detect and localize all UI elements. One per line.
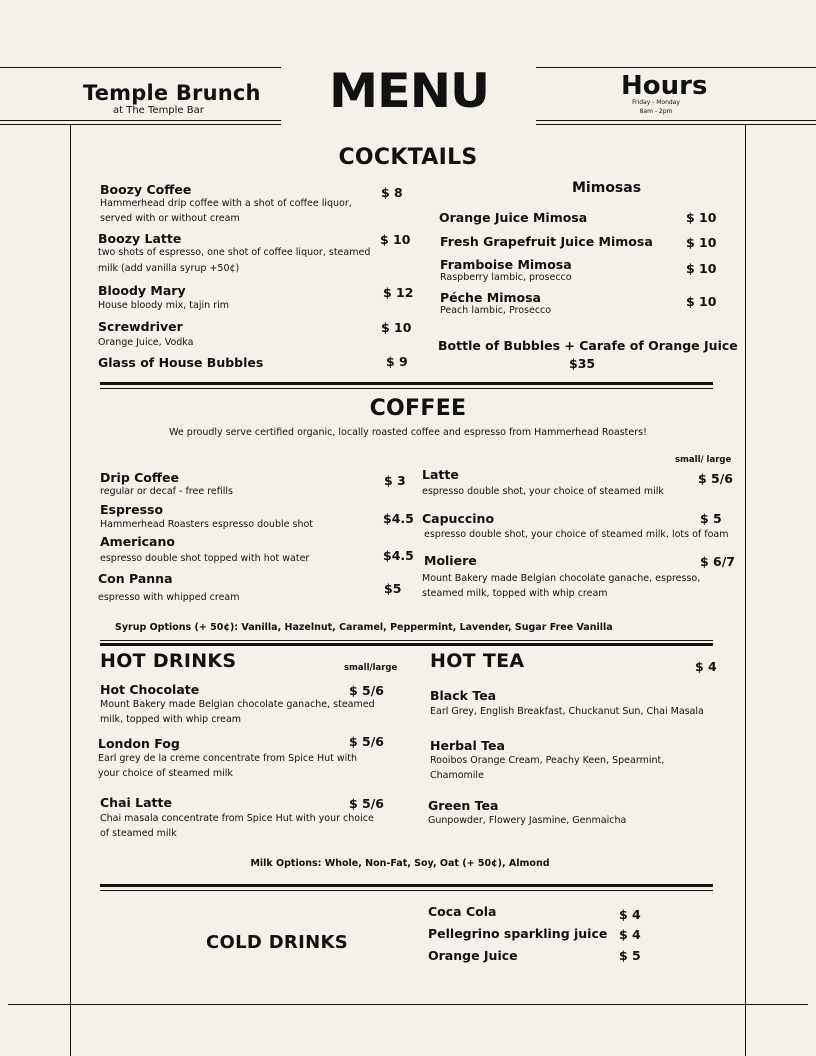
list-item-price: $ 5/6	[698, 471, 734, 486]
list-item-price: $ 3	[384, 473, 406, 488]
frame-left-rule	[70, 124, 71, 1056]
list-item-desc: regular or decaf - free refills	[100, 486, 233, 497]
section-divider-thin	[100, 388, 713, 389]
list-item-desc: Earl Grey, English Breakfast, Chuckanut Sun, Chai Masala	[430, 706, 704, 717]
section-divider-thin	[100, 640, 713, 641]
list-item-desc: served with or without cream	[100, 213, 240, 224]
list-item-desc: Mount Bakery made Belgian chocolate ganache, steamed	[100, 699, 375, 710]
list-item-name: Capuccino	[422, 511, 495, 526]
hot-tea-heading: HOT TEA	[430, 650, 525, 672]
list-item-name: Hot Chocolate	[100, 682, 200, 697]
list-item-name: Glass of House Bubbles	[98, 355, 264, 370]
list-item-name: Chai Latte	[100, 795, 172, 810]
hours-title: Hours	[621, 71, 708, 101]
list-item-desc: Rooibos Orange Cream, Peachy Keen, Spearmint,	[430, 755, 665, 766]
list-item-name: Péche Mimosa	[440, 290, 541, 305]
brand-subtitle: at The Temple Bar	[113, 105, 204, 116]
list-item-desc: Raspberry lambic, prosecco	[440, 272, 572, 283]
list-item-price: $ 5	[619, 948, 641, 963]
list-item-name: Latte	[422, 467, 459, 482]
brand-title: Temple Brunch	[83, 81, 261, 105]
section-divider	[100, 643, 713, 646]
list-item-desc: House bloody mix, tajin rim	[98, 300, 229, 311]
list-item-price: $ 5/6	[349, 683, 385, 698]
list-item-price: $ 10	[686, 210, 717, 225]
hot-drinks-size-note: small/large	[344, 663, 398, 673]
header-right-top-rule	[536, 67, 816, 68]
list-item-price: $ 5/6	[349, 734, 385, 749]
list-item-name: Fresh Grapefruit Juice Mimosa	[440, 234, 653, 249]
list-item-name: Americano	[100, 534, 175, 549]
milk-note: Milk Options: Whole, Non-Fat, Soy, Oat (+ 50¢), Almond	[250, 858, 550, 869]
list-item-name: Con Panna	[98, 571, 173, 586]
section-divider	[100, 382, 713, 385]
list-item-price: $ 5	[700, 511, 722, 526]
coffee-heading: COFFEE	[369, 396, 467, 421]
list-item-desc: Chai masala concentrate from Spice Hut with your choice	[100, 813, 374, 824]
list-item-price: $ 10	[686, 235, 717, 250]
hours-days: Friday - Monday	[632, 99, 680, 106]
list-item-desc: Chamomile	[430, 770, 484, 781]
list-item-desc: espresso with whipped cream	[98, 592, 240, 603]
mimosas-heading: Mimosas	[572, 180, 642, 196]
list-item-name: Orange Juice Mimosa	[439, 210, 588, 225]
list-item-desc: Mount Bakery made Belgian chocolate ganache, espresso,	[422, 573, 701, 584]
list-item-desc: Earl grey de la creme concentrate from Spice Hut with	[98, 753, 358, 764]
list-item-price: $ 12	[383, 285, 414, 300]
list-item-desc: Hammerhead Roasters espresso double shot	[100, 519, 313, 530]
list-item-desc: milk, topped with whip cream	[100, 714, 242, 725]
header-right-bottom-rule-2	[536, 124, 816, 125]
list-item-price: $ 8	[381, 185, 403, 200]
list-item-desc: of steamed milk	[100, 828, 177, 839]
list-item-desc: espresso double shot, your choice of steamed milk, lots of foam	[424, 529, 729, 540]
list-item-name: Green Tea	[428, 798, 499, 813]
section-divider-thin	[100, 890, 713, 891]
list-item-price: $ 4	[619, 927, 641, 942]
list-item-desc: espresso double shot topped with hot water	[100, 553, 310, 564]
syrup-note: Syrup Options (+ 50¢): Vanilla, Hazelnut, Caramel, Peppermint, Lavender, Sugar Free Vanilla	[115, 622, 613, 633]
list-item-price: $5	[384, 581, 402, 596]
list-item-desc: Orange Juice, Vodka	[98, 337, 194, 348]
list-item-desc: steamed milk, topped with whip cream	[422, 588, 608, 599]
carafe-name: Bottle of Bubbles + Carafe of Orange Juice	[438, 338, 738, 353]
list-item-desc: Peach lambic, Prosecco	[440, 305, 552, 316]
list-item-name: Herbal Tea	[430, 738, 505, 753]
header-left-top-rule	[0, 67, 281, 68]
hot-drinks-heading: HOT DRINKS	[100, 650, 237, 672]
section-divider	[100, 884, 713, 887]
list-item-name: London Fog	[98, 736, 180, 751]
menu-title: MENU	[329, 64, 490, 119]
list-item-name: Orange Juice	[428, 948, 518, 963]
footer-rule	[8, 1004, 808, 1005]
header-right-bottom-rule	[536, 120, 816, 121]
list-item-name: Coca Cola	[428, 904, 497, 919]
list-item-desc: your choice of steamed milk	[98, 768, 233, 779]
header-left-bottom-rule-2	[0, 124, 281, 125]
coffee-size-note: small/ large	[675, 455, 732, 465]
list-item-name: Bloody Mary	[98, 283, 186, 298]
list-item-price: $ 9	[386, 354, 408, 369]
hours-time: 8am - 2pm	[639, 108, 673, 115]
cold-drinks-heading: COLD DRINKS	[206, 932, 348, 953]
list-item-desc: Hammerhead drip coffee with a shot of coffee liquor,	[100, 198, 352, 209]
list-item-desc: two shots of espresso, one shot of coffee liquor, steamed	[98, 247, 371, 258]
list-item-price: $ 5/6	[349, 796, 385, 811]
hot-tea-price: $ 4	[695, 659, 717, 674]
list-item-name: Framboise Mimosa	[440, 257, 572, 272]
carafe-price: $35	[569, 356, 596, 371]
list-item-price: $4.5	[383, 548, 414, 563]
list-item-desc: Gunpowder, Flowery Jasmine, Genmaicha	[428, 815, 627, 826]
cocktails-heading: COCKTAILS	[338, 145, 478, 170]
list-item-price: $ 10	[686, 261, 717, 276]
list-item-price: $4.5	[383, 511, 414, 526]
list-item-name: Boozy Latte	[98, 231, 182, 246]
list-item-name: Moliere	[424, 553, 477, 568]
list-item-name: Boozy Coffee	[100, 182, 192, 197]
list-item-name: Screwdriver	[98, 319, 183, 334]
list-item-name: Pellegrino sparkling juice	[428, 926, 608, 941]
frame-right-rule	[745, 124, 746, 1056]
list-item-price: $ 4	[619, 907, 641, 922]
list-item-desc: espresso double shot, your choice of steamed milk	[422, 486, 664, 497]
list-item-price: $ 10	[381, 320, 412, 335]
list-item-name: Espresso	[100, 502, 164, 517]
coffee-intro: We proudly serve certified organic, locally roasted coffee and espresso from Hammerhead Roasters!	[169, 427, 647, 438]
list-item-desc: milk (add vanilla syrup +50¢)	[98, 263, 240, 274]
list-item-price: $ 10	[380, 232, 411, 247]
list-item-price: $ 10	[686, 294, 717, 309]
header-left-bottom-rule	[0, 120, 281, 121]
list-item-price: $ 6/7	[700, 554, 736, 569]
list-item-name: Drip Coffee	[100, 470, 179, 485]
list-item-name: Black Tea	[430, 688, 497, 703]
